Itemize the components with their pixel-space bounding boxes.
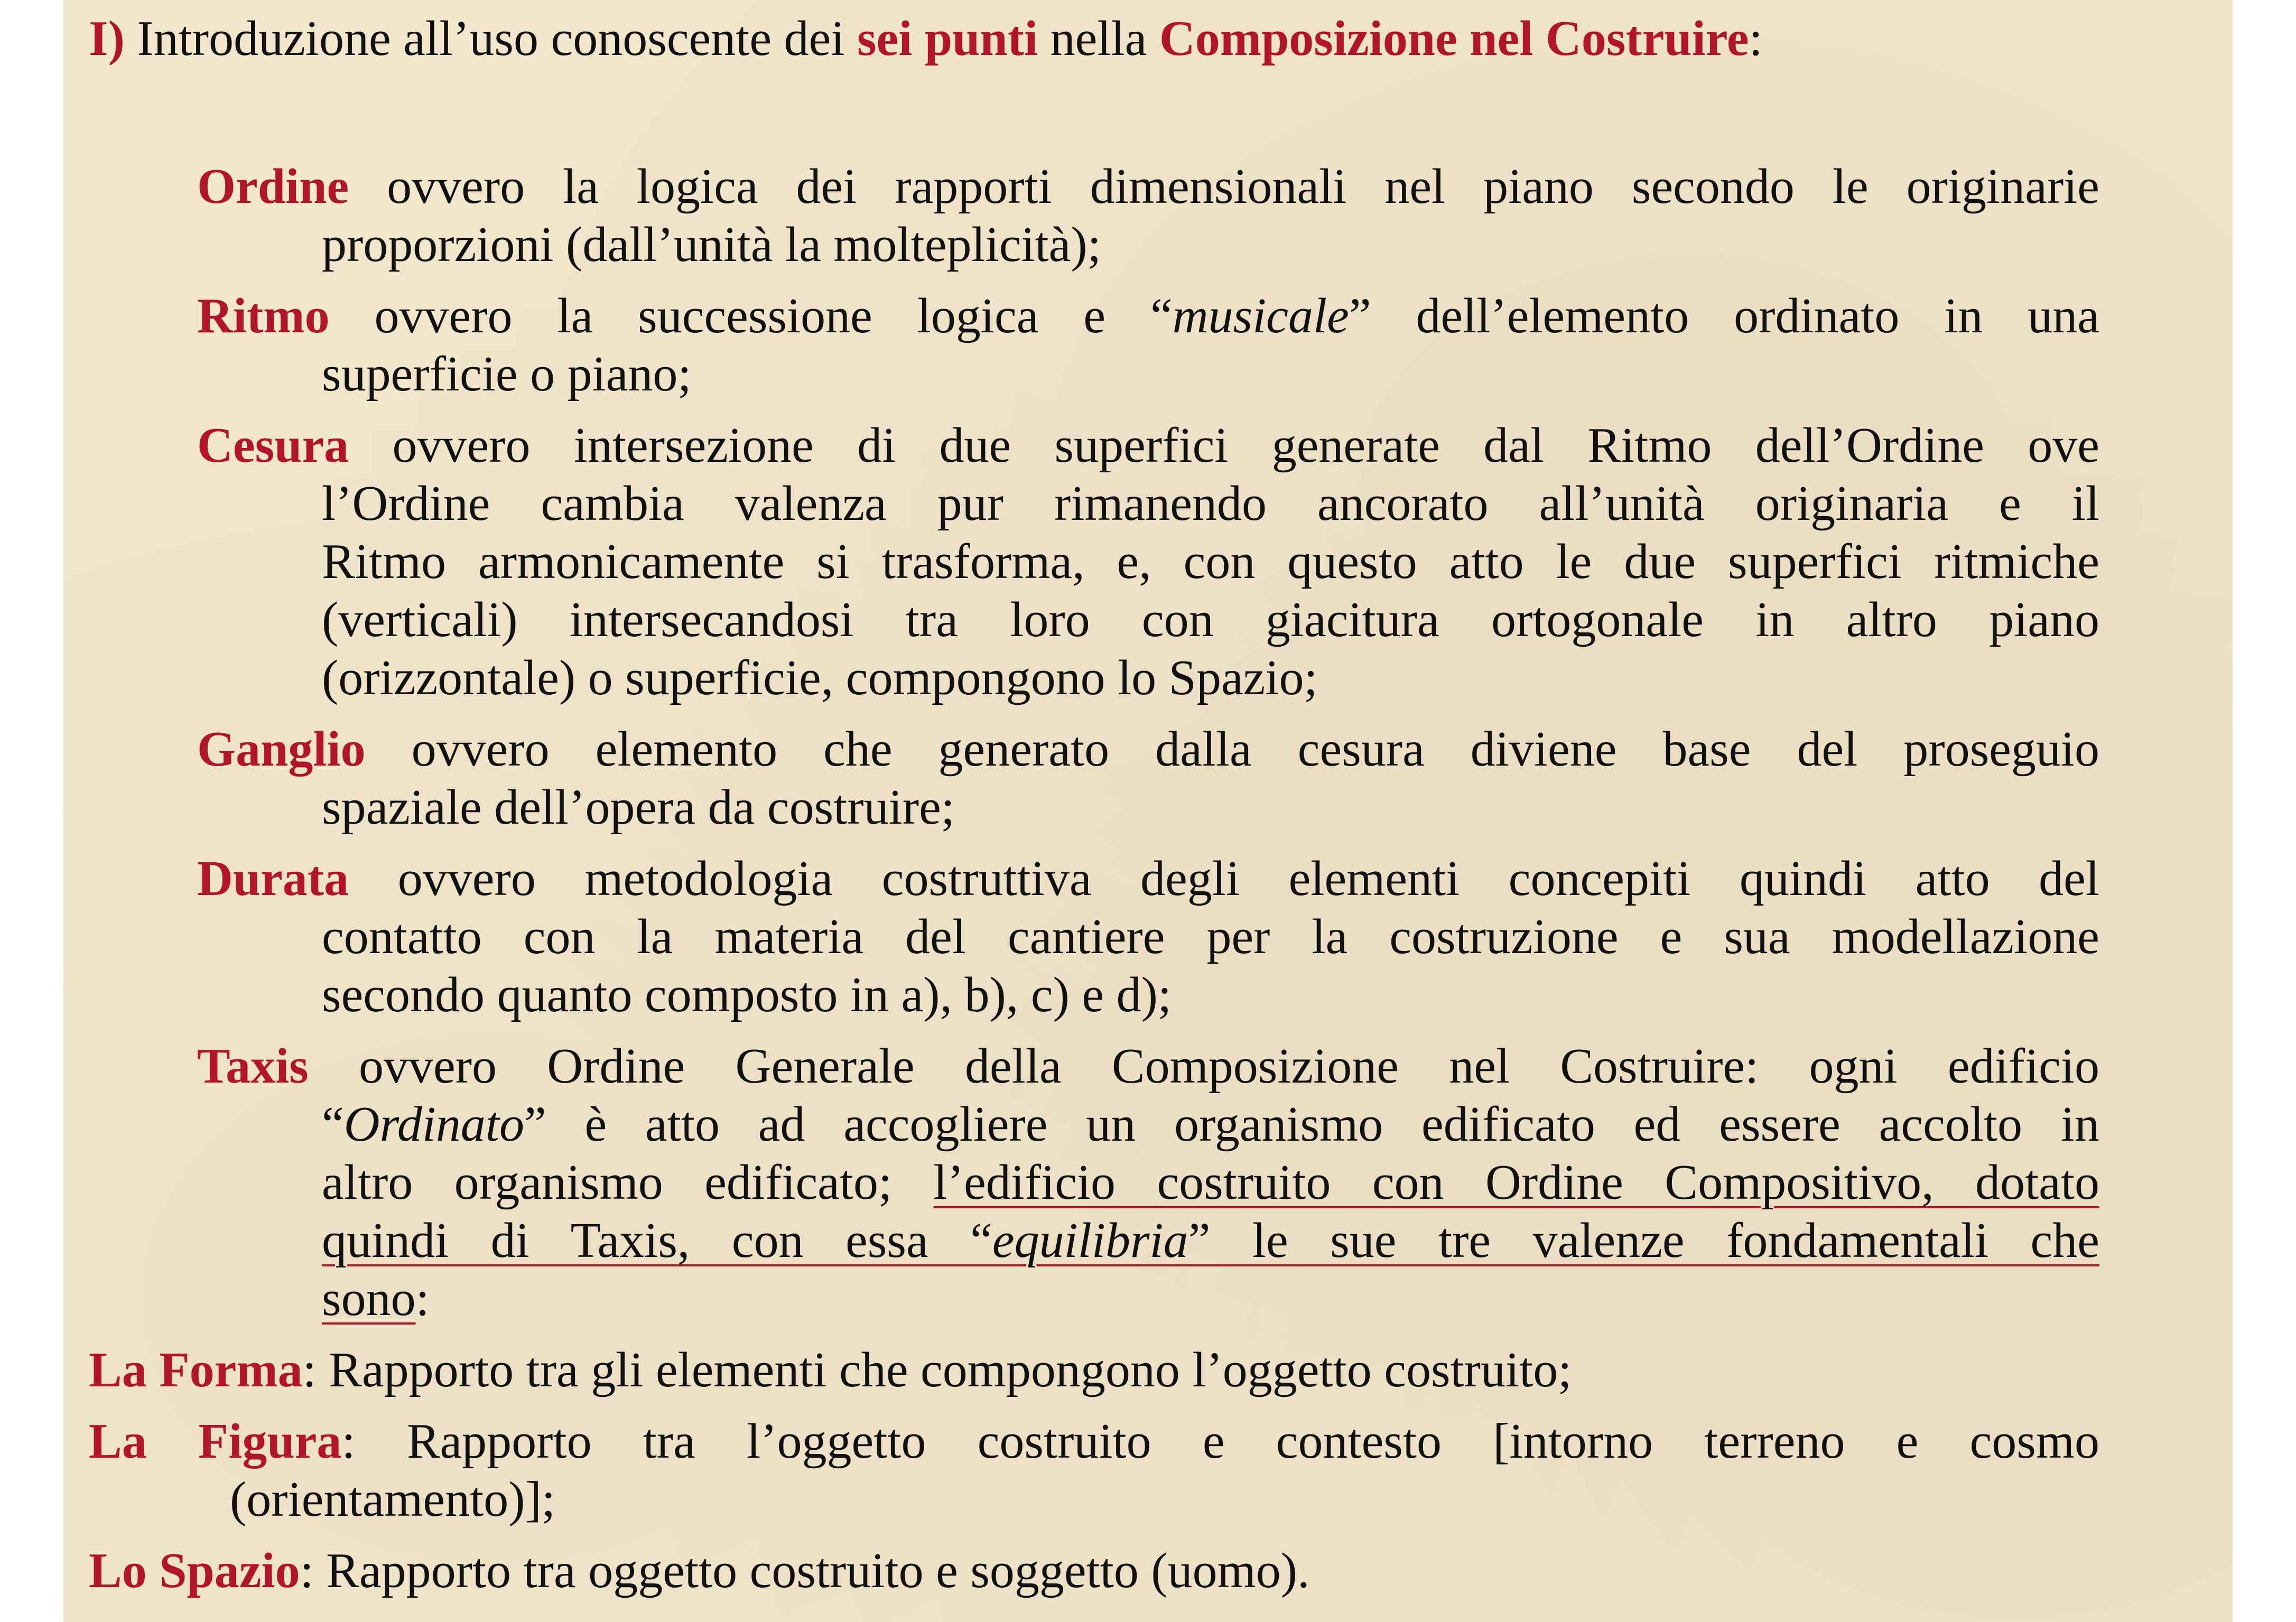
heading-bold-sei-punti: sei punti [857, 11, 1038, 66]
valenza-forma [89, 1341, 1572, 1399]
taxis-text-4a-underlined: quindi di Taxis, con essa “ [322, 1213, 992, 1268]
item-cesura-line-1 [197, 416, 2099, 474]
term-ordine: Ordine [197, 159, 349, 214]
heading-mid: nella [1038, 11, 1159, 66]
taxis-text-4b-underlined: ” le sue tre valenze fondamentali che [1188, 1213, 2099, 1268]
taxis-text-equilibria: equilibria [992, 1213, 1188, 1268]
document-page [63, 0, 2233, 1622]
item-taxis-line-4 [322, 1211, 2099, 1270]
spazio-text: : Rapporto tra oggetto costruito e soggetto (uomo). [300, 1543, 1310, 1598]
heading-pre: Introduzione all’uso conoscente dei [124, 11, 857, 66]
taxis-text-sono: sono [322, 1271, 416, 1326]
item-taxis-line-2 [322, 1095, 2099, 1153]
taxis-text-1: ovvero Ordine Generale della Composizione nel Costruire: ogni edificio [308, 1039, 2099, 1094]
ordine-text-1: ovvero la logica dei rapporti dimensionali nel piano secondo le originarie [349, 159, 2099, 214]
item-taxis-line-5 [322, 1270, 430, 1328]
item-ordine-line-1 [197, 157, 2099, 216]
term-lo-spazio: Lo Spazio [89, 1543, 300, 1598]
page-heading [89, 10, 1763, 68]
item-durata-line-3: secondo quanto composto in a), b), c) e d); [322, 967, 1172, 1022]
heading-post: : [1749, 11, 1763, 66]
item-taxis-line-3 [322, 1153, 2099, 1211]
item-cesura-line-2: l’Ordine cambia valenza pur rimanendo ancorato all’unità originaria e il [322, 476, 2099, 531]
cesura-text-1: ovvero intersezione di due superfici generate dal Ritmo dell’Ordine ove [349, 418, 2099, 473]
forma-text: : Rapporto tra gli elementi che compongono l’oggetto costruito; [302, 1343, 1572, 1397]
taxis-text-ordinato: Ordinato [343, 1097, 524, 1152]
durata-text-1: ovvero metodologia costruttiva degli elementi concepiti quindi atto del [349, 851, 2099, 906]
item-ordine-line-2: proporzioni (dall’unità la molteplicità); [322, 217, 1101, 272]
item-cesura-line-3: Ritmo armonicamente si trasforma, e, con questo atto le due superfici ritmiche [322, 534, 2099, 589]
item-cesura-line-5: (orizzontale) o superficie, compongono lo Spazio; [322, 650, 1318, 705]
term-cesura: Cesura [197, 418, 349, 473]
taxis-text-colon: : [415, 1271, 430, 1326]
item-ritmo-line-2: superficie o piano; [322, 347, 692, 402]
item-ritmo-line-1 [197, 287, 2099, 345]
taxis-text-2b: ” è atto ad accogliere un organismo edificato ed essere accolto in [524, 1097, 2099, 1152]
term-ritmo: Ritmo [197, 288, 330, 343]
item-taxis-line-1 [197, 1037, 2099, 1095]
term-taxis: Taxis [197, 1039, 309, 1094]
taxis-text-3-underlined: l’edificio costruito con Ordine Compositivo, dotato [933, 1155, 2099, 1210]
taxis-text-2a: “ [322, 1097, 344, 1152]
ritmo-text-1b: ” dell’elemento ordinato in una [1349, 288, 2099, 343]
taxis-text-3a: altro organismo edificato; [322, 1155, 934, 1210]
ganglio-text-1: ovvero elemento che generato dalla cesura diviene base del proseguio [365, 722, 2099, 777]
valenza-spazio [89, 1542, 1310, 1600]
item-durata-line-2: contatto con la materia del cantiere per la costruzione e sua modellazione [322, 909, 2099, 964]
heading-bold-composizione: Composizione nel Costruire [1159, 11, 1749, 66]
figura-text-1: : Rapporto tra l’oggetto costruito e contesto [intorno terreno e cosmo [341, 1414, 2099, 1469]
item-ganglio-line-2: spaziale dell’opera da costruire; [322, 780, 955, 835]
heading-number: I) [89, 11, 125, 66]
ritmo-text-musicale: musicale [1172, 288, 1349, 343]
item-durata-line-1 [197, 850, 2099, 908]
term-la-forma: La Forma [89, 1343, 303, 1397]
item-ganglio-line-1 [197, 720, 2099, 778]
term-ganglio: Ganglio [197, 722, 366, 777]
ritmo-text-1a: ovvero la successione logica e “ [329, 288, 1173, 343]
term-durata: Durata [197, 851, 349, 906]
item-cesura-line-4: (verticali) intersecandosi tra loro con giacitura ortogonale in altro piano [322, 592, 2099, 647]
term-la-figura: La Figura [89, 1414, 342, 1469]
valenza-figura-line-1 [89, 1412, 2099, 1470]
valenza-figura-line-2: (orientamento)]; [230, 1472, 555, 1527]
